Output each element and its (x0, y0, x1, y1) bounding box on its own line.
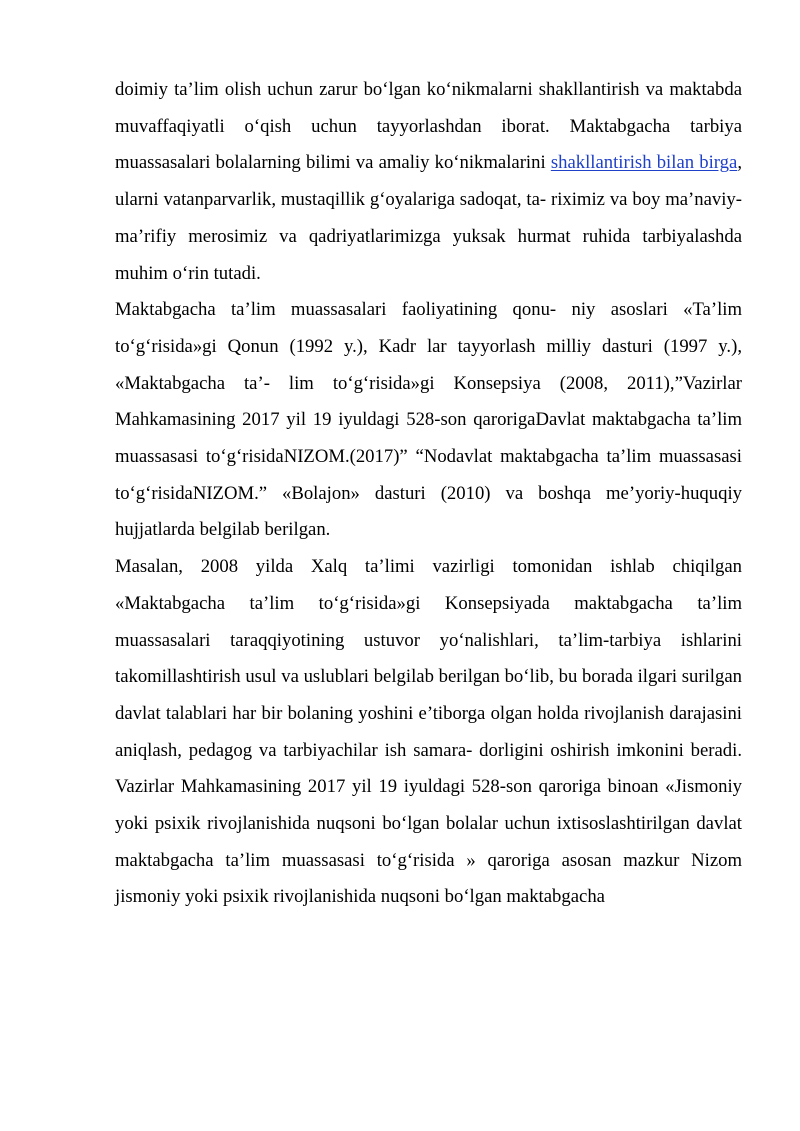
hyperlink-shakllantirish-bilan-birga[interactable]: shakllantirish bilan birga (550, 152, 738, 174)
paragraph-3: Masalan, 2008 yilda Xalq ta’limi vazirligi tomonidan ishlab chiqilgan «Maktabgacha ta’lim to‘g‘risida»gi Konsepsiyada maktabgacha ta’lim muassasalari taraqqiyotining ustuvor yo‘nalishlari, ta’lim-tarbiya ishlarini takomillashtirish usul va uslublari belgilab berilgan bo‘lib, bu borada ilgari surilgan davlat talablari har bir bolaning yoshini e’tiborga olgan holda rivojlanish darajasini aniqlash, pedagog va tarbiyachilar ish samara- dorligini oshirish imkonini beradi. Vazirlar Mahkamasining 2017 yil 19 iyuldagi 528-son qaroriga binoan «Jismoniy yoki psixik rivojlanishida nuqsoni bo‘lgan bolalar uchun ixtisoslashtirilgan davlat maktabgacha ta’lim muassasasi to‘g‘risida » qaroriga asosan mazkur Nizom jismoniy yoki psixik rivojlanishida nuqsoni bo‘lgan maktabgacha (115, 556, 742, 908)
document-body (115, 72, 742, 916)
paragraph-1-text-end: , ularni vatanparvarlik, mustaqillik g‘oyalariga sadoqat, ta- riximiz va boy ma’naviy-ma’rifiy merosimiz va qadriyatlarimizga yuksak hurmat ruhida tarbiyalashda muhim o‘rin tutadi. (115, 152, 742, 284)
paragraph-1 (115, 72, 742, 292)
paragraph-1-text-start: doimiy ta’lim olish uchun zarur bo‘lgan ko‘nikmalarni shakllantirish va maktabda muvaffaqiyatli o‘qish uchun tayyorlashdan iborat. Maktabgacha tarbiya muassasalari bolalarning bilimi va amaliy ko‘nikmalarini (115, 79, 742, 174)
paragraph-2: Maktabgacha ta’lim muassasalari faoliyatining qonu- niy asoslari «Ta’lim to‘g‘risida»gi Qonun (1992 y.), Kadr lar tayyorlash milliy dasturi (1997 y.), «Maktabgacha ta’- lim to‘g‘risida»gi Konsepsiya (2008, 2011),”Vazirlar Mahkamasining 2017 yil 19 iyuldagi 528-son qarorigaDavlat maktabgacha ta’lim muassasasi to‘g‘risidaNIZOM.(2017)” “Nodavlat maktabgacha ta’lim muassasasi to‘g‘risidaNIZOM.” «Bolajon» dasturi (2010) va boshqa me’yoriy-huquqiy hujjatlarda belgilab berilgan. (115, 299, 742, 541)
